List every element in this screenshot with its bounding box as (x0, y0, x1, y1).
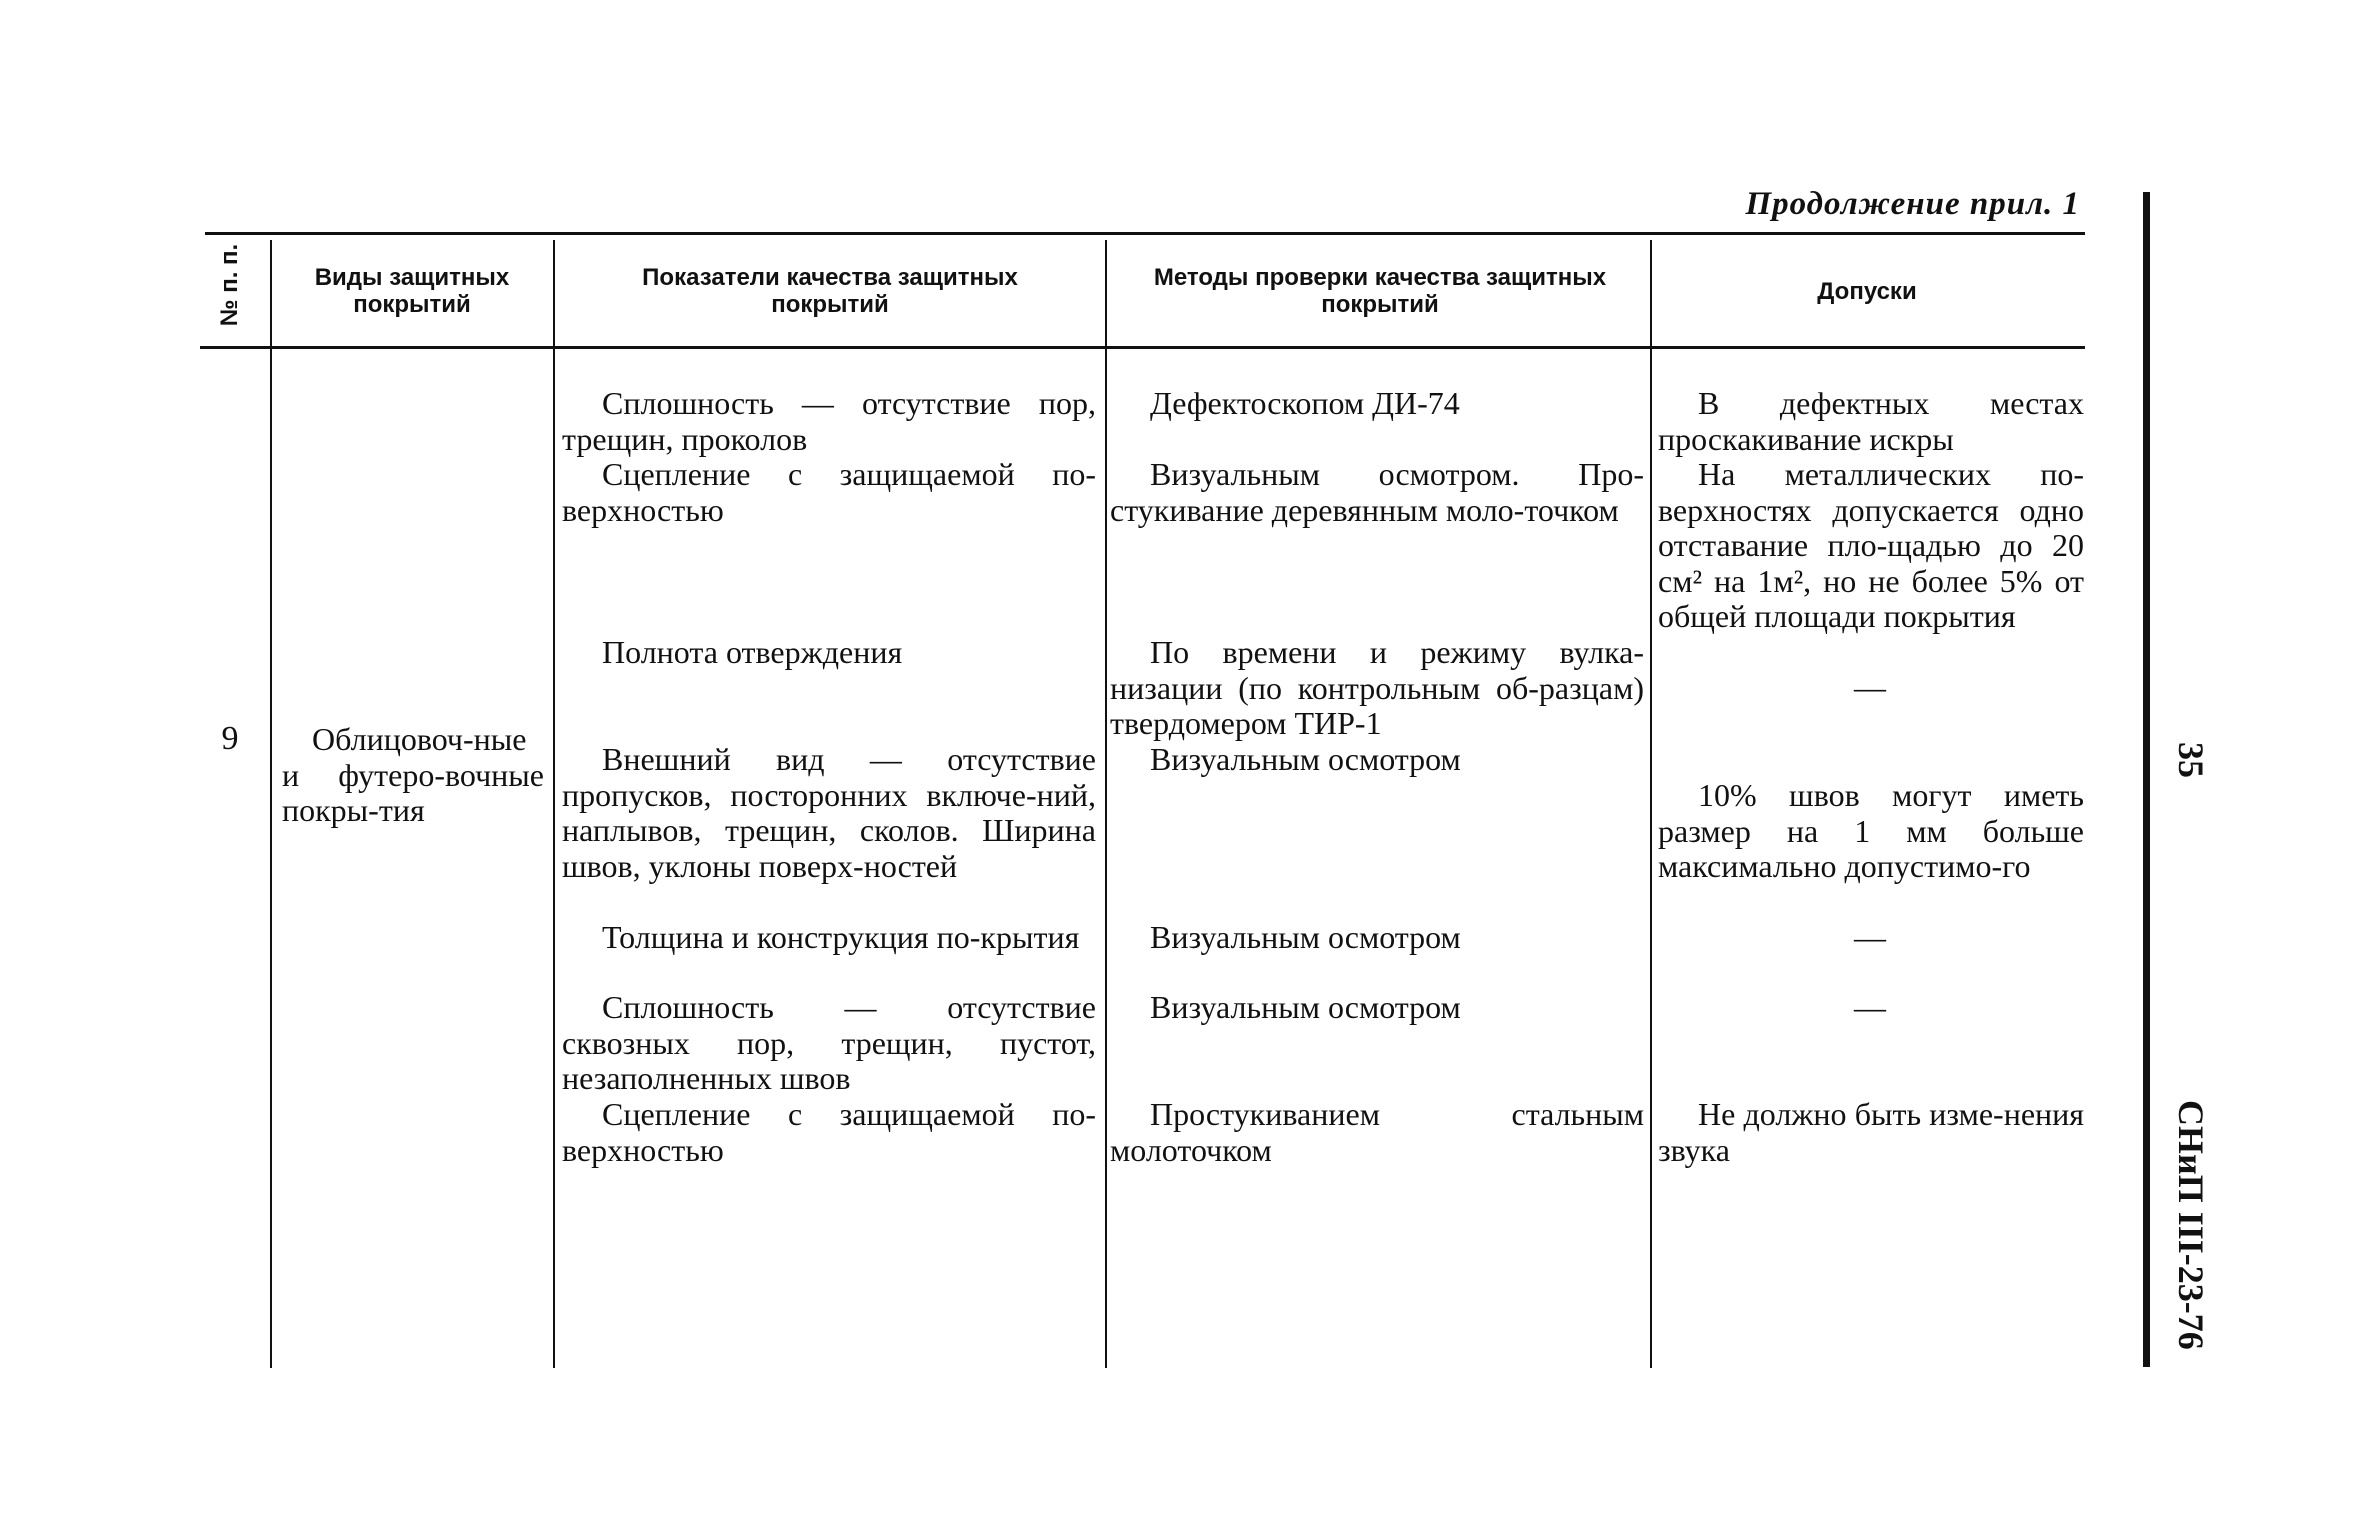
tolerance-1: В дефектных местах проскакивание искры (1658, 385, 2084, 457)
tolerance-6: — (1854, 989, 1886, 1025)
indicator-3: Полнота отверждения (602, 634, 903, 670)
tolerance-2: На металлических по-верхностях допускается одно отставание пло-щадью до 20 см² на 1м², но не более 5% от общей площади покрытия (1658, 456, 2084, 634)
indicator-5: Толщина и конструкция по-крытия (602, 919, 1080, 955)
continuation-label: Продолжение прил. 1 (1745, 186, 2080, 222)
method-7: Простукиванием стальным молоточком (1110, 1096, 1644, 1168)
header-tolerances: Допуски (1817, 278, 1917, 305)
method-5: Визуальным осмотром (1150, 919, 1461, 955)
header-check-methods: Методы проверки качества защитных покрытий (1153, 264, 1607, 318)
method-6: Визуальным осмотром (1150, 989, 1461, 1025)
indicator-1: Сплошность — отсутствие пор, трещин, проколов (562, 385, 1096, 457)
column-divider-2 (553, 240, 555, 1368)
column-divider-1 (270, 240, 272, 1368)
indicator-4: Внешний вид — отсутствие пропусков, посторонних включе-ний, наплывов, трещин, сколов. Ширина швов, уклоны поверх-ностей (562, 741, 1096, 884)
standard-code: СНиП III-23-76 (2171, 1100, 2211, 1350)
right-margin-rule (2143, 192, 2150, 1367)
coating-type: Облицовоч-ные и футеро-вочные покры-тия (282, 721, 544, 828)
method-1: Дефектоскопом ДИ-74 (1150, 385, 1460, 421)
header-quality-indicators: Показатели качества защитных покрытий (642, 264, 1018, 318)
indicator-6: Сплошность — отсутствие сквозных пор, трещин, пустот, незаполненных швов (562, 989, 1096, 1096)
method-2: Визуальным осмотром. Про-стукивание деревянным моло-точком (1110, 456, 1644, 528)
tolerance-3: — (1854, 669, 1886, 705)
method-3: По времени и режиму вулка-низации (по контрольным об-разцам) твердомером ТИР-1 (1110, 634, 1644, 741)
page-number: 35 (2171, 742, 2211, 778)
row-number: 9 (221, 720, 239, 757)
table-top-rule (205, 232, 2085, 235)
column-divider-4 (1650, 240, 1652, 1368)
indicator-2: Сцепление с защищаемой по-верхностью (562, 456, 1096, 528)
indicator-7: Сцепление с защищаемой по-верхностью (562, 1096, 1096, 1168)
header-number: № п. п. (216, 243, 243, 327)
tolerance-5: — (1854, 919, 1886, 955)
header-coating-types: Виды защитных покрытий (314, 264, 510, 318)
header-bottom-rule (200, 346, 2085, 349)
tolerance-7: Не должно быть изме-нения звука (1658, 1096, 2084, 1168)
method-4: Визуальным осмотром (1150, 741, 1461, 777)
column-divider-3 (1105, 240, 1107, 1368)
tolerance-4: 10% швов могут иметь размер на 1 мм больше максимально допустимо-го (1658, 777, 2084, 884)
